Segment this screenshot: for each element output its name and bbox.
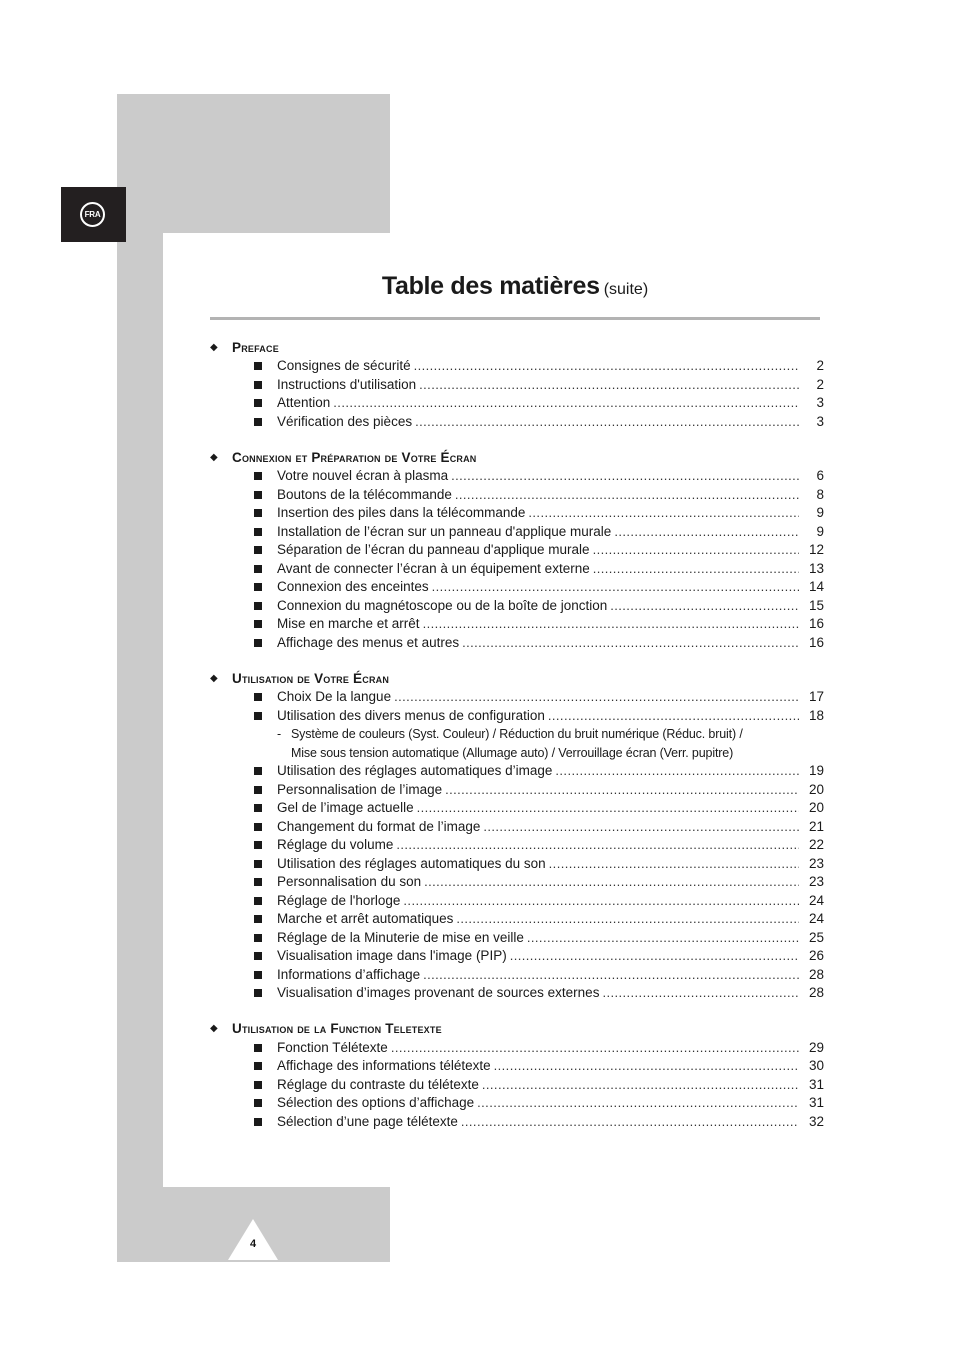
section-heading	[210, 1019, 824, 1039]
dot-leader	[462, 634, 799, 653]
toc-entry[interactable]	[210, 376, 824, 395]
diamond-icon: ◆	[210, 451, 218, 463]
square-bullet-icon	[254, 878, 262, 886]
entry-page-number: 17	[808, 689, 824, 704]
entry-label: Réglage du contraste du télétexte	[277, 1076, 479, 1092]
dot-leader	[456, 910, 799, 929]
toc-entry[interactable]	[210, 892, 824, 911]
dot-leader	[593, 560, 799, 579]
entry-label: Changement du format de l’image	[277, 818, 481, 834]
square-bullet-icon	[254, 1081, 262, 1089]
square-bullet-icon	[254, 712, 262, 720]
diamond-icon: ◆	[210, 1023, 218, 1034]
toc-entry[interactable]	[210, 357, 824, 376]
sub-item-line	[277, 725, 824, 744]
dash-marker: -	[277, 727, 282, 741]
entry-label: Insertion des piles dans la télécommande	[277, 505, 526, 520]
entry-label: Utilisation des réglages automatiques du son	[277, 855, 546, 871]
entry-page-number: 21	[808, 818, 824, 834]
entry-page-number: 14	[808, 579, 824, 594]
entry-page-number: 9	[816, 523, 824, 539]
entry-label: Utilisation des réglages automatiques d’image	[277, 763, 553, 778]
dot-leader	[396, 836, 799, 855]
toc-entry[interactable]	[210, 762, 824, 781]
entry-label: Consignes de sécurité	[277, 358, 411, 373]
entry-label: Affichage des informations télétexte	[277, 1058, 491, 1073]
diamond-icon: ◆	[210, 341, 218, 353]
entry-page-number: 16	[808, 616, 824, 631]
toc-entry[interactable]	[210, 1094, 824, 1113]
square-bullet-icon	[254, 472, 262, 480]
toc-entry[interactable]	[210, 947, 824, 966]
language-badge: FRA	[80, 202, 105, 227]
toc-entry[interactable]	[210, 523, 824, 542]
diamond-icon: ◆	[210, 672, 218, 684]
entry-label: Informations d’affichage	[277, 966, 421, 982]
toc-entry[interactable]	[210, 1113, 824, 1132]
entry-label: Réglage de la Minuterie de mise en veille	[277, 929, 524, 945]
entry-label: Connexion du magnétoscope ou de la boîte de jonction	[277, 597, 608, 613]
toc-entry[interactable]	[210, 799, 824, 818]
dot-leader	[423, 966, 799, 985]
entry-label: Choix De la langue	[277, 689, 392, 704]
entry-label: Boutons de la télécommande	[277, 486, 452, 502]
square-bullet-icon	[254, 1044, 262, 1052]
dot-leader	[602, 984, 799, 1003]
entry-label: Votre nouvel écran à plasma	[277, 468, 449, 483]
dot-leader	[527, 929, 799, 948]
entry-page-number: 15	[808, 597, 824, 613]
toc-entry[interactable]	[210, 560, 824, 579]
dot-leader	[455, 486, 799, 505]
entry-page-number: 3	[816, 413, 824, 429]
entry-page-number: 28	[808, 985, 824, 1000]
entry-label: Affichage des menus et autres	[277, 634, 460, 650]
section-heading	[210, 447, 824, 467]
toc-section-connexion	[210, 447, 824, 652]
entry-label: Visualisation image dans l'image (PIP)	[277, 948, 507, 963]
toc-section-teletexte	[210, 1019, 824, 1132]
sub-item-line	[277, 744, 824, 763]
square-bullet-icon	[254, 381, 262, 389]
dot-leader	[445, 781, 799, 800]
entry-page-number: 31	[808, 1076, 824, 1092]
entry-page-number: 2	[816, 358, 824, 373]
entry-page-number: 9	[816, 505, 824, 520]
section-heading-text: Preface	[232, 339, 279, 355]
dot-leader	[414, 357, 799, 376]
entry-page-number: 28	[808, 966, 824, 982]
toc-entry[interactable]	[210, 966, 824, 985]
toc-section-utilisation-ecran	[210, 668, 824, 1003]
entry-label: Fonction Télétexte	[277, 1039, 388, 1055]
entry-label: Personnalisation du son	[277, 874, 422, 889]
entry-page-number: 12	[808, 542, 824, 557]
toc-entry[interactable]	[210, 855, 824, 874]
entry-page-number: 23	[808, 855, 824, 871]
square-bullet-icon	[254, 989, 262, 997]
square-bullet-icon	[254, 528, 262, 536]
dot-leader	[419, 376, 799, 395]
square-bullet-icon	[254, 693, 262, 701]
entry-label: Attention	[277, 395, 331, 410]
dot-leader	[461, 1113, 799, 1132]
decor-gray-left	[117, 233, 163, 1187]
toc-entry[interactable]	[210, 818, 824, 837]
page-number: 4	[249, 1238, 257, 1250]
entry-label: Instructions d'utilisation	[277, 376, 417, 392]
dot-leader	[423, 615, 799, 634]
entry-page-number: 20	[808, 800, 824, 815]
entry-label: Réglage de l'horloge	[277, 892, 401, 908]
dot-leader	[482, 1076, 799, 1095]
entry-page-number: 18	[808, 707, 824, 723]
square-bullet-icon	[254, 1118, 262, 1126]
entry-label: Sélection d’une page télétexte	[277, 1113, 458, 1129]
sub-item-text: Système de couleurs (Syst. Couleur) / Réduction du bruit numérique (Réduc. bruit) /	[291, 727, 743, 741]
title-suffix: (suite)	[603, 281, 649, 298]
entry-page-number: 6	[816, 468, 824, 483]
entry-page-number: 31	[808, 1095, 824, 1110]
entry-page-number: 8	[816, 486, 824, 502]
square-bullet-icon	[254, 971, 262, 979]
toc-section-preface	[210, 337, 824, 431]
entry-page-number: 20	[808, 781, 824, 797]
toc-entry[interactable]	[210, 707, 824, 726]
entry-label: Utilisation des divers menus de configuration	[277, 707, 545, 723]
section-heading-text: Utilisation de la Function Teletexte	[232, 1021, 442, 1036]
entry-label: Mise en marche et arrêt	[277, 616, 420, 631]
toc-entry[interactable]	[210, 873, 824, 892]
square-bullet-icon	[254, 583, 262, 591]
toc-sub-item	[277, 725, 824, 762]
entry-label: Séparation de l’écran du panneau d'applique murale	[277, 542, 590, 557]
toc-entry[interactable]	[210, 578, 824, 597]
square-bullet-icon	[254, 952, 262, 960]
square-bullet-icon	[254, 565, 262, 573]
entry-page-number: 2	[816, 376, 824, 392]
square-bullet-icon	[254, 399, 262, 407]
entry-page-number: 30	[808, 1058, 824, 1073]
dot-leader	[494, 1057, 799, 1076]
section-heading	[210, 668, 824, 688]
toc-entry[interactable]	[210, 1057, 824, 1076]
table-of-contents	[210, 337, 824, 1147]
sub-item-text: Mise sous tension automatique (Allumage auto) / Verrouillage écran (Verr. pupitre)	[291, 745, 734, 760]
square-bullet-icon	[254, 823, 262, 831]
dot-leader	[555, 762, 799, 781]
square-bullet-icon	[254, 509, 262, 517]
dot-leader	[477, 1094, 799, 1113]
entry-label: Vérification des pièces	[277, 413, 413, 429]
toc-entry[interactable]	[210, 910, 824, 929]
entry-page-number: 3	[816, 395, 824, 410]
section-heading	[210, 337, 824, 357]
dot-leader	[549, 855, 799, 874]
toc-entry[interactable]	[210, 634, 824, 653]
toc-entry[interactable]	[210, 467, 824, 486]
entry-label: Réglage du volume	[277, 837, 394, 852]
entry-label: Visualisation d’images provenant de sources externes	[277, 985, 600, 1000]
toc-entry[interactable]	[210, 504, 824, 523]
toc-entry[interactable]	[210, 615, 824, 634]
dot-leader	[391, 1039, 799, 1058]
dot-leader	[548, 707, 799, 726]
entry-page-number: 29	[808, 1039, 824, 1055]
square-bullet-icon	[254, 786, 262, 794]
entry-label: Personnalisation de l’image	[277, 781, 443, 797]
language-tab	[61, 187, 126, 242]
square-bullet-icon	[254, 767, 262, 775]
square-bullet-icon	[254, 491, 262, 499]
toc-entry[interactable]	[210, 984, 824, 1003]
toc-entry[interactable]	[210, 413, 824, 432]
toc-entry[interactable]	[210, 541, 824, 560]
square-bullet-icon	[254, 546, 262, 554]
square-bullet-icon	[254, 897, 262, 905]
title-main: Table des matières	[381, 272, 600, 300]
toc-entry[interactable]	[210, 929, 824, 948]
entry-page-number: 22	[808, 837, 824, 852]
entry-page-number: 24	[808, 892, 824, 908]
entry-label: Sélection des options d’affichage	[277, 1095, 475, 1110]
toc-entry[interactable]	[210, 836, 824, 855]
toc-entry[interactable]	[210, 486, 824, 505]
dot-leader	[394, 688, 799, 707]
square-bullet-icon	[254, 1062, 262, 1070]
dot-leader	[614, 523, 799, 542]
dot-leader	[415, 413, 799, 432]
entry-page-number: 23	[808, 874, 824, 889]
dot-leader	[610, 597, 799, 616]
dot-leader	[403, 892, 799, 911]
section-heading-text: Utilisation de Votre Écran	[232, 670, 390, 686]
dot-leader	[424, 873, 799, 892]
entry-page-number: 25	[808, 929, 824, 945]
entry-label: Marche et arrêt automatiques	[277, 911, 454, 926]
dot-leader	[417, 799, 799, 818]
toc-entry[interactable]	[210, 781, 824, 800]
entry-page-number: 19	[808, 763, 824, 778]
square-bullet-icon	[254, 804, 262, 812]
dot-leader	[451, 467, 799, 486]
section-heading-text: Connexion et Préparation de Votre Écran	[232, 449, 477, 465]
entry-label: Gel de l’image actuelle	[277, 800, 414, 815]
decor-gray-top	[117, 94, 390, 233]
dot-leader	[528, 504, 799, 523]
entry-page-number: 16	[808, 634, 824, 650]
dot-leader	[483, 818, 799, 837]
square-bullet-icon	[254, 418, 262, 426]
entry-label: Connexion des enceintes	[277, 579, 429, 594]
dot-leader	[333, 394, 799, 413]
square-bullet-icon	[254, 602, 262, 610]
entry-label: Avant de connecter l’écran à un équipement externe	[277, 560, 590, 576]
square-bullet-icon	[254, 620, 262, 628]
toc-entry[interactable]	[210, 394, 824, 413]
entry-page-number: 24	[808, 911, 824, 926]
square-bullet-icon	[254, 915, 262, 923]
page-title	[210, 272, 820, 301]
toc-entry[interactable]	[210, 688, 824, 707]
square-bullet-icon	[254, 841, 262, 849]
title-rule	[210, 317, 820, 320]
entry-label: Installation de l’écran sur un panneau d'applique murale	[277, 523, 612, 539]
toc-entry[interactable]	[210, 597, 824, 616]
dot-leader	[432, 578, 799, 597]
square-bullet-icon	[254, 860, 262, 868]
toc-entry[interactable]	[210, 1039, 824, 1058]
square-bullet-icon	[254, 1099, 262, 1107]
dot-leader	[593, 541, 799, 560]
entry-page-number: 32	[808, 1113, 824, 1129]
square-bullet-icon	[254, 934, 262, 942]
dot-leader	[510, 947, 799, 966]
entry-page-number: 13	[808, 560, 824, 576]
square-bullet-icon	[254, 362, 262, 370]
toc-entry[interactable]	[210, 1076, 824, 1095]
entry-page-number: 26	[808, 948, 824, 963]
square-bullet-icon	[254, 639, 262, 647]
